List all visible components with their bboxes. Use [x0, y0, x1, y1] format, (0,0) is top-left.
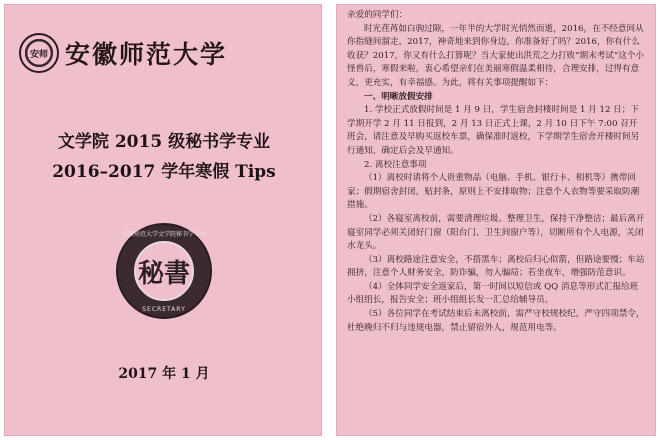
letter-body: [347, 9, 645, 335]
seal-ring-text: 安徽师范大学文学院秘书学专业: [121, 231, 206, 238]
section-heading: 一、明晰放假安排: [364, 91, 433, 102]
paragraph-item: （4）全体同学安全返家后，第一时间以短信或 QQ 消息等形式汇报给班小组组长，报告安全；班小组组长发一汇总给辅导员。: [347, 281, 639, 306]
paragraph-item: （3）离校路途注意安全，不搭黑车；离校后归心似箭，但路途要慢；车站拥挤，注意个人财务安全，防诈骗，勿入骗局；若坐夜车，增强防范意识。: [347, 254, 645, 279]
letter-page: [336, 4, 656, 436]
paragraph-item: （2）各寝室离校前，需要清理垃圾、整理卫生，保持干净整洁；最后离开寝室同学必须关闭好门窗（阳台门、卫生间窗户等），切断所有个人电源，关闭水龙头。: [347, 213, 645, 252]
paragraph-item: 2. 离校注意事项: [364, 159, 427, 170]
cover-date: 2017 年 1 月: [118, 366, 210, 382]
university-emblem-icon: [19, 33, 59, 73]
paragraph-item: 1. 学校正式放假时间是 1 月 9 日，学生宿舍封楼时间是 1 月 12 日；下学期开学 2 月 11 日报到，2 月 13 日正式上课，2 月 10 日下午 7:00 召开班会，请注意及早购买返校车票，确保准时返校，下学期学生宿舍开楼时间另行通知，确定后会及早通知。: [347, 105, 640, 156]
seal-bottom-text: SECRETARY: [142, 306, 186, 313]
cover-title-line1: 文学院 2015 级秘书学专业: [57, 132, 271, 152]
paragraph-item: （1）离校时请将个人贵重物品（电脑、手机、银行卡、相机等）携带回家；假期宿舍封闭，贴封条，原则上不安排取物；注意个人衣物等要采取防潮措施。: [347, 173, 640, 211]
secretary-seal-icon: [116, 223, 212, 319]
emblem-text: 安师: [29, 49, 48, 60]
paragraph-greeting: 亲爱的同学们：: [347, 10, 408, 20]
cover-page: [4, 4, 322, 436]
paragraph-intro: 时光荏苒如白驹过隙，一年半的大学时光悄然而逝，2016，在不经意间从你指缝间溜走，2017，神奇地来到你身边，你准备好了吗？2016，你有什么收获？2017，你又有什么打算呢？当大家使出洪荒之力打败“期末考试”这个小怪兽后，寒假来啦，衷心希望亲们在美丽寒假温柔相待，合理安排，过得有意义，更充实，有幸福感。为此，将有关事项提醒如下：: [347, 23, 645, 88]
seal-center-text: 秘書: [137, 258, 190, 289]
cover-title-line2: 2016–2017 学年寒假 Tips: [52, 162, 276, 182]
seal-center: [134, 241, 194, 301]
paragraph-item: （5）各位同学在考试结束后未离校前，需严守校规校纪，严守四项禁令，杜绝晚归不归与违规电器，禁止留宿外人，规范用电等。: [347, 309, 645, 333]
university-name: 安徽师范大学: [65, 40, 228, 69]
university-logo: [19, 33, 227, 73]
